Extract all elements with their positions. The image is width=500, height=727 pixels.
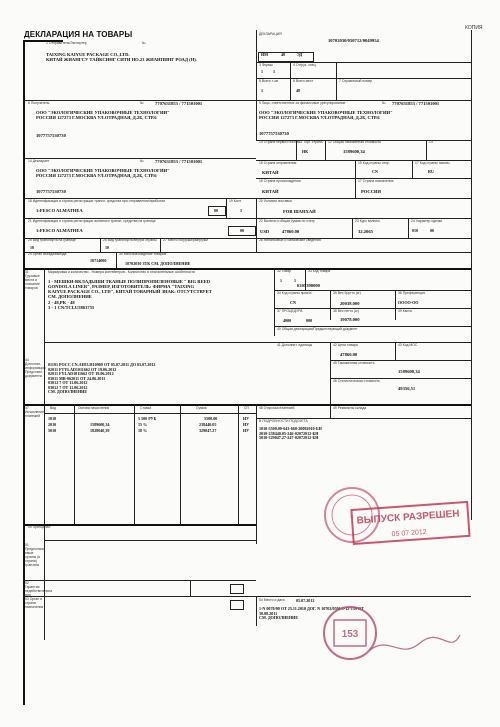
recipient-mark: № [140, 101, 144, 105]
declaration-label: ДЕКЛАРАЦИЯ [259, 32, 282, 36]
declarant-label: 14 Декларант [28, 159, 50, 163]
container-value: 1 [240, 208, 243, 213]
document-title: ДЕКЛАРАЦИЯ НА ТОВАРЫ [24, 30, 133, 39]
procedure-cell: ЭД [297, 52, 303, 57]
customs-number-stamp [324, 607, 376, 659]
destination-code-value: RU [428, 169, 434, 174]
transport-border-value: 1:FESCO ALMATHEA [36, 228, 83, 233]
origin-country-value: КИТАЙ [262, 189, 279, 194]
departure-code-value: CN [372, 169, 378, 174]
goods-description-line: 1 - МЕШКИ-ВКЛАДЫШИ ТКАНЫЕ ПОЛИПРОПИЛЕНОВЫЕ " BIG REED [48, 279, 211, 284]
transport-code-box [208, 206, 226, 216]
place-date-value: 05.07.2012 [296, 598, 315, 603]
release-stamp-text: ВЫПУСК РАЗРЕШЕН [356, 508, 460, 527]
forms-label: 3 Формы [259, 63, 273, 67]
delivery-terms-label: 20 Условия поставки [259, 199, 292, 203]
warehouse-label: 49 Реквизиты склада [333, 406, 367, 410]
preference-label: 36 Преференция [398, 291, 425, 295]
goods-description-label: 31 Грузовые места и описание товаров [25, 270, 40, 290]
transit-offices-label: 51 Предполага- емые органы (и страна) транзита [25, 543, 45, 567]
calculation-details-line: 1010-5500.00-643-660-20092010-БН [259, 426, 322, 431]
origin-code-value: CN [290, 300, 296, 305]
procedure-value: 4000 [283, 318, 292, 323]
transport-border-code: 00 [240, 228, 245, 233]
payments-header-type: Вид [50, 406, 57, 410]
loading-place-label: 27 Место погрузки/разгрузки [163, 238, 208, 242]
exchange-rate-value: 32.2065 [358, 229, 373, 234]
item-label: 32 Товар [277, 269, 291, 273]
destination-country-label: 17 Страна назначения [358, 179, 394, 183]
place-date-line: СМ. ДОПОЛНЕНИЕ [259, 615, 299, 621]
calculation-details-block [259, 427, 322, 441]
financial-party-block [259, 110, 393, 120]
financial-party-line: РОССИЯ 127273 Г.МОСКВА УЛ.ОТРАДНАЯ, Д.2Б, СТР.6 [259, 115, 380, 121]
customs-value: 1589600,34 [398, 369, 420, 374]
principal-label: 50 Принципал [28, 525, 51, 529]
place-date-line: 1-N 0070/00 ОТ 25.11.2010 ДОГ. N 10702/0591/1-12-139 ОТ [259, 606, 364, 611]
transaction-type-value: 010 [412, 228, 419, 233]
goods-location-label: 30 Местонахождение товаров [119, 252, 167, 256]
goods-location-value: 10702030 ЗТК СМ. ДОПОЛНЕНИЕ [125, 261, 191, 266]
sender-block [46, 52, 197, 62]
payment-rate: 5 500 РУБ [138, 416, 157, 421]
procedure-value2: 000 [306, 318, 313, 323]
item-number2: 1 [294, 278, 297, 283]
procedure-cell: 40 [281, 52, 286, 57]
goods-description-line: GONDOLA LINER", РАЗМЕР, ИЗГОТОВИТЕЛЬ: ФИРМА "TAIXING [48, 284, 195, 290]
item-number: 1 [280, 278, 283, 283]
customs-value-label: 45 Таможенная стоимость [333, 361, 375, 365]
guarantee-code-box [230, 584, 244, 594]
transaction-type-value2: 00 [430, 228, 435, 233]
payment-sp: ИУ [243, 428, 250, 433]
exchange-rate-label: 23 Курс валюты [355, 219, 380, 223]
reference-label: 7 Справочный номер [339, 79, 373, 83]
guarantee-label: 52 Гарантия недействительна для [25, 581, 53, 597]
payment-amount: 329047.27 [199, 428, 217, 433]
release-stamp [351, 502, 469, 544]
previous-document-label: 40 Общая декларация/Предшествующий документ [277, 327, 358, 331]
destination-office-label: 53 Орган и страна назначения [25, 597, 44, 609]
first-destination-label: 10 Страна первого назнач. [259, 140, 302, 144]
calculation-details-line: 2010-238440.05-246-02072012-БН [259, 430, 319, 436]
additional-info-line: 03012 7 ОТ 11.06.2012 [48, 380, 88, 386]
total-places-label: 6 Всего мест [293, 79, 314, 83]
declarant-block [36, 168, 170, 178]
additional-info-line: 03011 МВ-062011 ОТ 24.06.2011 [48, 375, 106, 381]
transport-mode-border-label: 25 Вид транспорта на границе [28, 238, 76, 242]
destination-code-label: 17 Код страны назнач. [415, 161, 451, 165]
payments-header-sp: СП [244, 406, 249, 410]
trade-country-value: НК [302, 149, 309, 154]
goods-description-line: 2 - 48,PK - 48 [48, 299, 75, 305]
declarant-inn: 7707631853 / 771501001 [155, 159, 203, 164]
total-items-label: 5 Всего т-ов [259, 79, 279, 83]
additional-info-block [48, 363, 155, 395]
forms-value: 1 [273, 69, 276, 74]
quota-label: 39 Квота [398, 309, 412, 313]
invoice-amount-label: 22 Валюта и общая сумма по счету [259, 219, 315, 223]
invoice-currency: USD [260, 229, 270, 234]
payment-amount: 5500.00 [204, 416, 218, 421]
additional-info-line: 03012 7 ОТ 11.06.2012 [48, 384, 88, 390]
payment-base: 1828040,39 [90, 428, 110, 433]
payment-rate: 15 % [138, 422, 148, 427]
sender-line: TAIXING KAIYUE PACKAGE CO.,LTD. [46, 52, 130, 57]
payment-amount: 238440.05 [199, 422, 217, 427]
payments-header-amount: Сумма [196, 406, 207, 410]
declarant-ogrn: 1077757530730 [36, 189, 66, 194]
additional-info-line: 02011 FYLAD1011662 ОТ 19.06.2012 [48, 371, 114, 377]
goods-description-line: KAIYUE PACKAGE CO., LTD", КИТАЙ ТОВАРНЫЙ ЗНАК: ОТСУТСТВУЕТ [48, 289, 212, 295]
sender-mark: № [142, 41, 146, 45]
entry-office-value: 10714000 [90, 258, 107, 263]
financial-info-label: 28 Финансовые и банковские сведения [259, 238, 321, 242]
preference-value: OOOO-OO [398, 300, 419, 305]
destination-code-box [230, 600, 244, 610]
forms-value: 1 [261, 69, 264, 74]
declarant-mark: № [140, 159, 144, 163]
additional-info-label: 44 Дополнит. информация/ Представл. документы [25, 358, 47, 378]
deferred-payment-label: 48 Отсрочка платежей [259, 406, 295, 410]
customs-stamps [300, 485, 480, 685]
procedure-label: 37 ПРОЦЕДУРА [277, 309, 303, 313]
total-places-value: 48 [296, 88, 301, 93]
additional-info-line: 01191 РОСС CN.АЕ83.Н10969 ОТ 05.07.2011 ДО 05.07.2012 [48, 362, 156, 367]
place-date-line: 30.08.2011 [259, 610, 278, 616]
transport-departure-code: 00 [214, 208, 219, 213]
statistical-value-label: 46 Статистическая стоимость [333, 379, 380, 383]
total-customs-value: 1589600,34 [343, 149, 365, 154]
invoice-amount: 47860.00 [282, 229, 300, 234]
customs-number: 153 [341, 629, 359, 640]
transport-departure-value: 1:FESCO ALMATHEA [36, 208, 83, 213]
goods-description-block [48, 279, 212, 310]
copy-label: КОПИЯ [465, 25, 483, 31]
delivery-terms-value: FOB ШАНХАЙ [283, 209, 316, 214]
net-weight-value: 19078.000 [340, 317, 360, 322]
recipient-inn: 7707631853 / 771501001 [155, 101, 203, 106]
additional-info-line: 02011 FTYLAD1011662 ОТ 19.06.2012 [48, 366, 117, 372]
place-date-label: 54 Место и дата [259, 598, 285, 602]
total-items-value: 1 [261, 88, 264, 93]
declarant-line: ООО "ЭКОЛОГИЧЕСКИЕ УПАКОВОЧНЫЕ ТЕХНОЛОГИИ" [36, 168, 170, 173]
additional-info-line: СМ. ДОПОЛНЕНИЕ [48, 389, 88, 395]
goods-description-line: 3 - 1 CN/TCLU5863755 [48, 304, 95, 310]
transport-mode-inland-value: 10 [105, 245, 110, 250]
sender-label: 2 Отправитель/Экспортер [46, 41, 87, 45]
financial-party-mark: № [382, 101, 386, 105]
procedure-cell: ИМ [261, 52, 269, 57]
goods-description-line: СМ. ДОПОЛНЕНИЕ [48, 294, 92, 300]
transport-mode-inland-label: 26 Вид транспорта внутри страны [103, 238, 157, 242]
declarant-line: РОССИЯ 127273 Г.МОСКВА УЛ.ОТРАДНАЯ, Д.2Б, СТР.6 [36, 173, 157, 179]
payment-rate: 18 % [138, 428, 148, 433]
recipient-line: РОССИЯ 127273 Г.МОСКВА УЛ.ОТРАДНАЯ, Д.2Б, СТР.6 [36, 115, 157, 121]
financial-party-inn: 7707631853 / 771501001 [392, 101, 440, 106]
transport-departure-label: 18 Идентификация и страна регистрации трансп. средства при отправлении/прибытии [28, 199, 166, 203]
commodity-code-label: 33 Код товара [308, 269, 331, 273]
recipient-label: 8 Получатель [28, 101, 50, 105]
transaction-type-label: 24 Характер сделки [411, 219, 443, 223]
departure-country-value: КИТАЙ [262, 170, 279, 175]
financial-party-line: ООО "ЭКОЛОГИЧЕСКИЕ УПАКОВОЧНЫЕ ТЕХНОЛОГИИ" [259, 110, 393, 115]
origin-country-label: 16 Страна происхождения [259, 179, 301, 183]
transport-border-label: 21 Идентификация и страна регистрации активного трансп. средства на границе [28, 219, 156, 223]
supplementary-units-label: 41 Дополнит. единицы [277, 343, 313, 347]
financial-party-ogrn: 1077757530730 [259, 131, 289, 136]
payment-type: 1010 [48, 416, 57, 421]
payments-label: 47 Исчисление платежей [25, 406, 44, 418]
svg-text:☆: ☆ [349, 514, 355, 520]
entry-office-label: 29 Орган въезда/выезда [28, 252, 67, 256]
origin-code-label: 34 Код страны происх. [277, 291, 313, 295]
spec-label: 4 Отгруз. спец. [293, 63, 317, 67]
financial-party-label: 9 Лицо, ответственное за финансовое урегулирование [259, 101, 346, 105]
item-price-label: 42 Цена товара [333, 343, 358, 347]
mos-code-label: 43 Код МОС [398, 343, 418, 347]
signature-scribble [370, 635, 460, 650]
item-price-value: 47860.00 [340, 352, 358, 357]
commodity-code-value: 6305390000 [297, 283, 320, 288]
net-weight-label: 38 Вес нетто (кг) [333, 309, 360, 313]
payment-sp: ИУ [243, 422, 250, 427]
release-stamp-date: 05 07 2012 [391, 528, 427, 539]
recipient-block [36, 110, 170, 120]
transport-mode-border-value: 10 [30, 245, 35, 250]
trade-country-label: 11 Торг. страна [299, 140, 323, 144]
payments-header-rate: Ставка [140, 406, 152, 410]
calculation-details-line: 5010-329047.27-247-02072012-БН [259, 435, 319, 441]
payments-header-base: Основа начисления [78, 406, 110, 410]
goods-description-sub: Маркировка и количество - Номера контейнеров - Количество и отличительные особенности [48, 270, 195, 274]
payment-sp: ИУ [243, 416, 250, 421]
box13-label: 13 [429, 140, 433, 144]
payment-type: 2010 [48, 422, 57, 427]
total-customs-value-label: 12 Общая таможенная стоимость [328, 140, 382, 144]
calculation-details-label: В ПОДРОБНОСТИ ПОДСЧЕТА [259, 419, 308, 423]
statistical-value: 49356,51 [398, 386, 416, 391]
payment-base: 1589600,34 [90, 422, 110, 427]
gross-weight-value: 20038.000 [340, 301, 360, 306]
declaration-number: 10702030/050712/0049954 [328, 38, 379, 43]
container-label: 19 Конт. [229, 199, 242, 203]
recipient-line: ООО "ЭКОЛОГИЧЕСКИЕ УПАКОВОЧНЫЕ ТЕХНОЛОГИИ" [36, 110, 170, 115]
departure-country-label: 15 Страна отправления [259, 161, 297, 165]
payment-type: 5010 [48, 428, 57, 433]
gross-weight-label: 35 Вес брутто (кг) [333, 291, 361, 295]
destination-country-value: РОССИЯ [361, 189, 381, 194]
sender-line: КИТАЙ ЖИАНГСУ ТАЙКСИНГ СИТИ НО.23 ЖИАНПИНГ РОАД (Н). [46, 57, 197, 63]
recipient-ogrn: 1077757530730 [36, 133, 66, 138]
departure-code-label: 15 Код страны отпр. [358, 161, 390, 165]
